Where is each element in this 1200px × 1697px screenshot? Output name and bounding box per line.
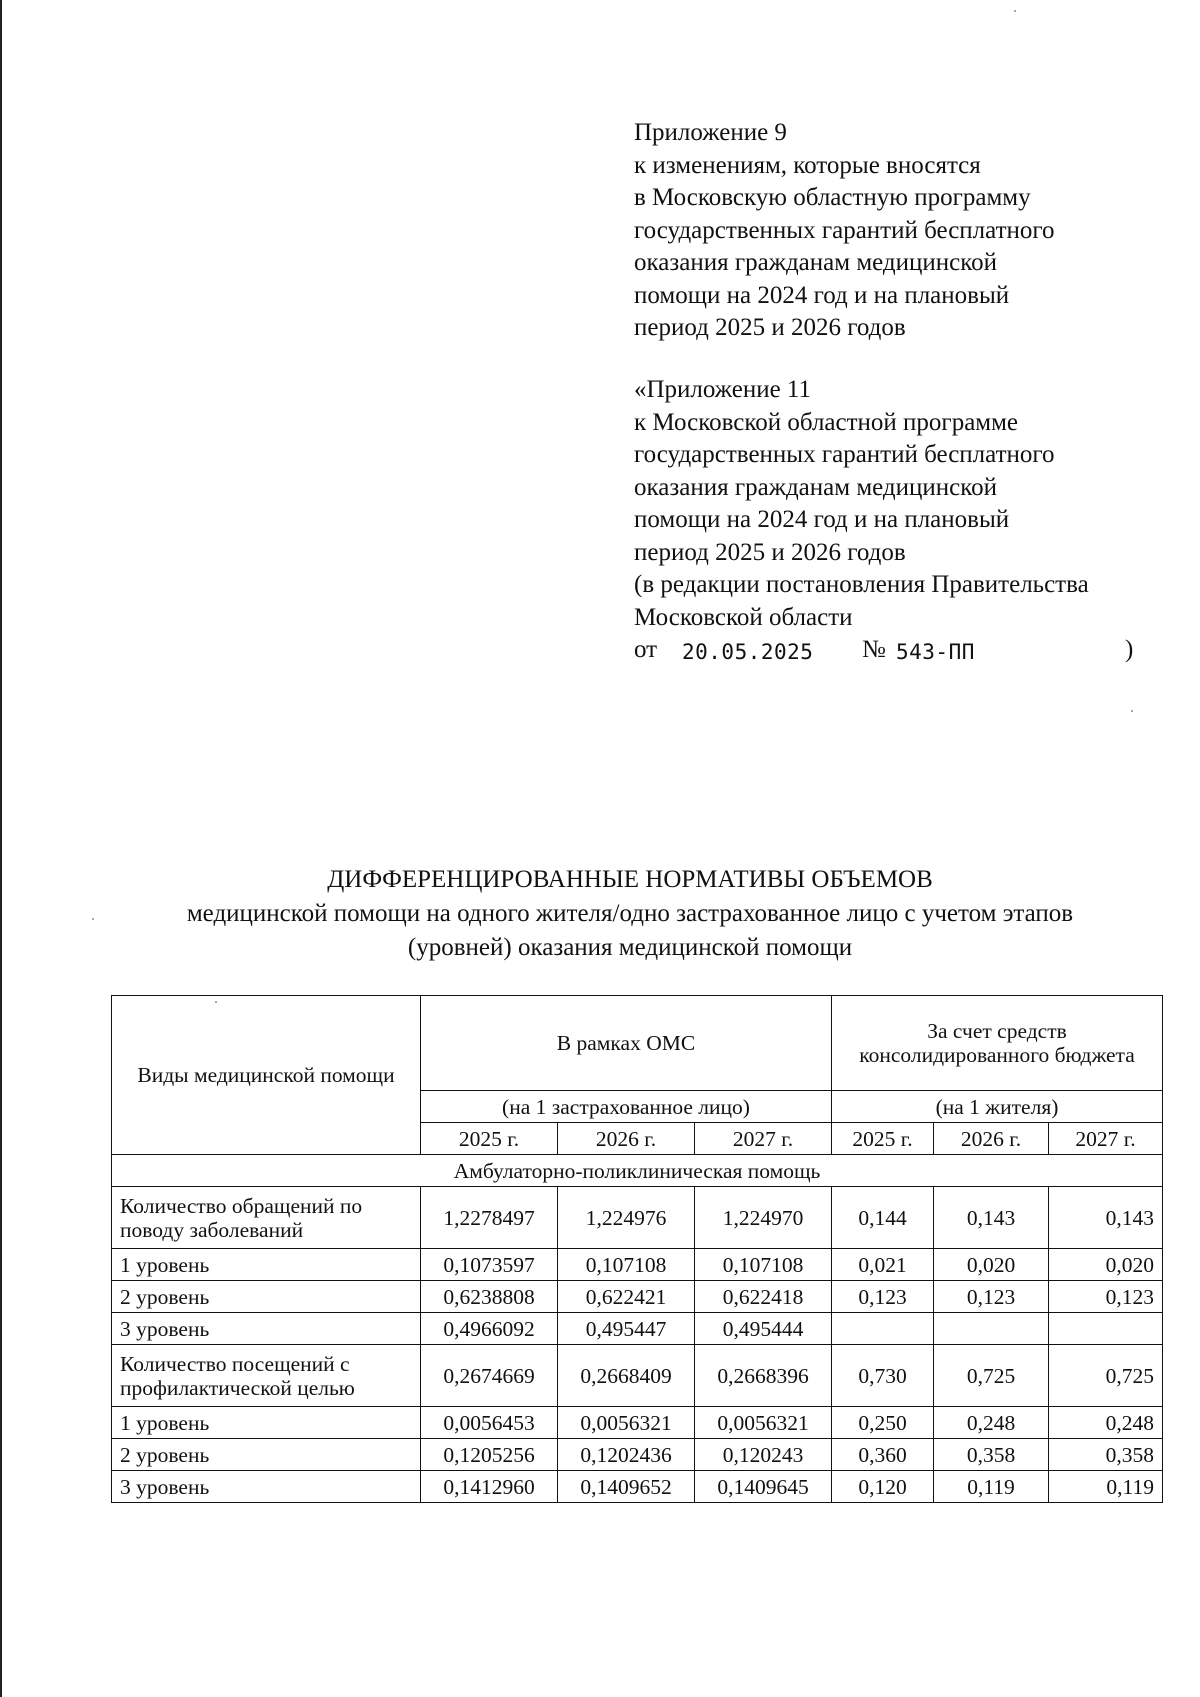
scan-speck bbox=[92, 918, 94, 920]
year-header: 2025 г. bbox=[421, 1123, 558, 1155]
resolution-date: 20.05.2025 bbox=[682, 640, 814, 664]
annex-line: к изменениям, которые вносятся bbox=[634, 151, 981, 179]
value-cell: 0,144 bbox=[832, 1187, 934, 1249]
annex-line: (в редакции постановления Правительства bbox=[634, 571, 1089, 598]
value-cell: 0,143 bbox=[1049, 1187, 1163, 1249]
value-cell: 0,495447 bbox=[558, 1313, 695, 1345]
annex-line: оказания гражданам медицинской bbox=[634, 249, 998, 276]
value-cell: 0,107108 bbox=[695, 1249, 832, 1281]
annex-line: в Московскую областную программу bbox=[634, 184, 1031, 211]
document-subtitle: медицинской помощи на одного жителя/одно застрахованное лицо с учетом этапов bbox=[186, 900, 1074, 927]
row-label: 3 уровень bbox=[112, 1471, 421, 1503]
col-type-header: Виды медицинской помощи bbox=[112, 996, 421, 1155]
value-cell: 0,360 bbox=[832, 1439, 934, 1471]
value-cell bbox=[832, 1313, 934, 1345]
table-row bbox=[112, 1187, 1163, 1249]
annex-line: период 2025 и 2026 годов bbox=[634, 314, 906, 341]
value-cell: 0,358 bbox=[934, 1439, 1049, 1471]
value-cell: 1,2278497 bbox=[421, 1187, 558, 1249]
row-label: 2 уровень bbox=[112, 1281, 421, 1313]
section-row bbox=[112, 1155, 1163, 1187]
annex-line: период 2025 и 2026 годов bbox=[634, 538, 906, 566]
value-cell: 0,725 bbox=[1049, 1345, 1163, 1407]
value-cell: 0,1409645 bbox=[695, 1471, 832, 1503]
norms-table bbox=[111, 995, 1163, 1503]
value-cell: 0,0056321 bbox=[558, 1407, 695, 1439]
value-cell: 0,622421 bbox=[558, 1281, 695, 1313]
value-cell: 0,0056453 bbox=[421, 1407, 558, 1439]
value-cell: 0,123 bbox=[934, 1281, 1049, 1313]
year-header: 2025 г. bbox=[832, 1123, 934, 1155]
page-edge bbox=[0, 0, 2, 1697]
row-label: 1 уровень bbox=[112, 1407, 421, 1439]
from-label: от bbox=[634, 636, 658, 663]
value-cell: 0,1073597 bbox=[421, 1249, 558, 1281]
value-cell: 0,2674669 bbox=[421, 1345, 558, 1407]
value-cell: 0,250 bbox=[832, 1407, 934, 1439]
value-cell: 0,020 bbox=[934, 1249, 1049, 1281]
table-row bbox=[112, 1281, 1163, 1313]
oms-header: В рамках ОМС bbox=[421, 996, 832, 1091]
year-header: 2027 г. bbox=[1049, 1123, 1163, 1155]
value-cell bbox=[934, 1313, 1049, 1345]
value-cell: 0,1409652 bbox=[558, 1471, 695, 1503]
row-label: Количество посещений с профилактической целью bbox=[112, 1345, 421, 1407]
annex-program-block bbox=[634, 374, 1134, 667]
table-row bbox=[112, 1439, 1163, 1471]
resolution-reference bbox=[634, 634, 1134, 667]
value-cell: 0,119 bbox=[1049, 1471, 1163, 1503]
year-header: 2026 г. bbox=[934, 1123, 1049, 1155]
value-cell: 1,224970 bbox=[695, 1187, 832, 1249]
number-label: № bbox=[862, 636, 886, 663]
row-label: 3 уровень bbox=[112, 1313, 421, 1345]
annex-line: Московской области bbox=[634, 603, 853, 631]
value-cell: 0,622418 bbox=[695, 1281, 832, 1313]
value-cell: 0,4966092 bbox=[421, 1313, 558, 1345]
value-cell: 0,0056321 bbox=[695, 1407, 832, 1439]
year-header: 2026 г. bbox=[558, 1123, 695, 1155]
year-header: 2027 г. bbox=[695, 1123, 832, 1155]
table-row bbox=[112, 1313, 1163, 1345]
section-header: Амбулаторно-поликлиническая помощь bbox=[112, 1155, 1163, 1187]
value-cell: 0,248 bbox=[1049, 1407, 1163, 1439]
annex-line: Приложение 9 bbox=[634, 119, 787, 146]
annex-line: «Приложение 11 bbox=[634, 376, 812, 403]
value-cell: 0,021 bbox=[832, 1249, 934, 1281]
header-row bbox=[112, 996, 1163, 1091]
value-cell: 0,120243 bbox=[695, 1439, 832, 1471]
table-row bbox=[112, 1345, 1163, 1407]
value-cell bbox=[1049, 1313, 1163, 1345]
row-label: 1 уровень bbox=[112, 1249, 421, 1281]
value-cell: 0,248 bbox=[934, 1407, 1049, 1439]
value-cell: 0,2668409 bbox=[558, 1345, 695, 1407]
annex-line: оказания гражданам медицинской bbox=[634, 473, 998, 501]
value-cell: 0,120 bbox=[832, 1471, 934, 1503]
value-cell: 0,020 bbox=[1049, 1249, 1163, 1281]
row-label: 2 уровень bbox=[112, 1439, 421, 1471]
value-cell: 0,725 bbox=[934, 1345, 1049, 1407]
value-cell: 0,107108 bbox=[558, 1249, 695, 1281]
document-subtitle-2: (уровней) оказания медицинской помощи bbox=[407, 934, 853, 961]
value-cell: 0,1412960 bbox=[421, 1471, 558, 1503]
scan-speck bbox=[1014, 10, 1016, 12]
oms-subheader: (на 1 застрахованное лицо) bbox=[421, 1091, 832, 1123]
annex-line: государственных гарантий бесплатного bbox=[634, 216, 1055, 244]
value-cell: 0,1205256 bbox=[421, 1439, 558, 1471]
document-title: ДИФФЕРЕНЦИРОВАННЫЕ НОРМАТИВЫ ОБЪЕМОВ bbox=[327, 866, 933, 893]
value-cell: 0,1202436 bbox=[558, 1439, 695, 1471]
value-cell: 0,123 bbox=[832, 1281, 934, 1313]
annex-line: к Московской областной программе bbox=[634, 408, 1019, 436]
annex-line: помощи на 2024 год и на плановый bbox=[634, 281, 1010, 309]
value-cell: 0,495444 bbox=[695, 1313, 832, 1345]
value-cell: 0,119 bbox=[934, 1471, 1049, 1503]
value-cell: 0,143 bbox=[934, 1187, 1049, 1249]
budget-subheader: (на 1 жителя) bbox=[832, 1091, 1163, 1123]
budget-header: За счет средств консолидированного бюджета bbox=[832, 996, 1163, 1091]
scan-speck bbox=[1131, 710, 1133, 712]
annex-line: помощи на 2024 год и на плановый bbox=[634, 506, 1010, 533]
annex-amendment-block bbox=[634, 117, 1055, 345]
value-cell: 0,2668396 bbox=[695, 1345, 832, 1407]
value-cell: 0,358 bbox=[1049, 1439, 1163, 1471]
annex-line: государственных гарантий бесплатного bbox=[634, 441, 1055, 468]
value-cell: 0,123 bbox=[1049, 1281, 1163, 1313]
table-row bbox=[112, 1407, 1163, 1439]
table-row bbox=[112, 1249, 1163, 1281]
table-row bbox=[112, 1471, 1163, 1503]
value-cell: 0,6238808 bbox=[421, 1281, 558, 1313]
value-cell: 0,730 bbox=[832, 1345, 934, 1407]
value-cell: 1,224976 bbox=[558, 1187, 695, 1249]
resolution-number: 543-ПП bbox=[896, 640, 975, 664]
row-label: Количество обращений по поводу заболеваний bbox=[112, 1187, 421, 1249]
closing-paren: ) bbox=[1125, 636, 1134, 663]
